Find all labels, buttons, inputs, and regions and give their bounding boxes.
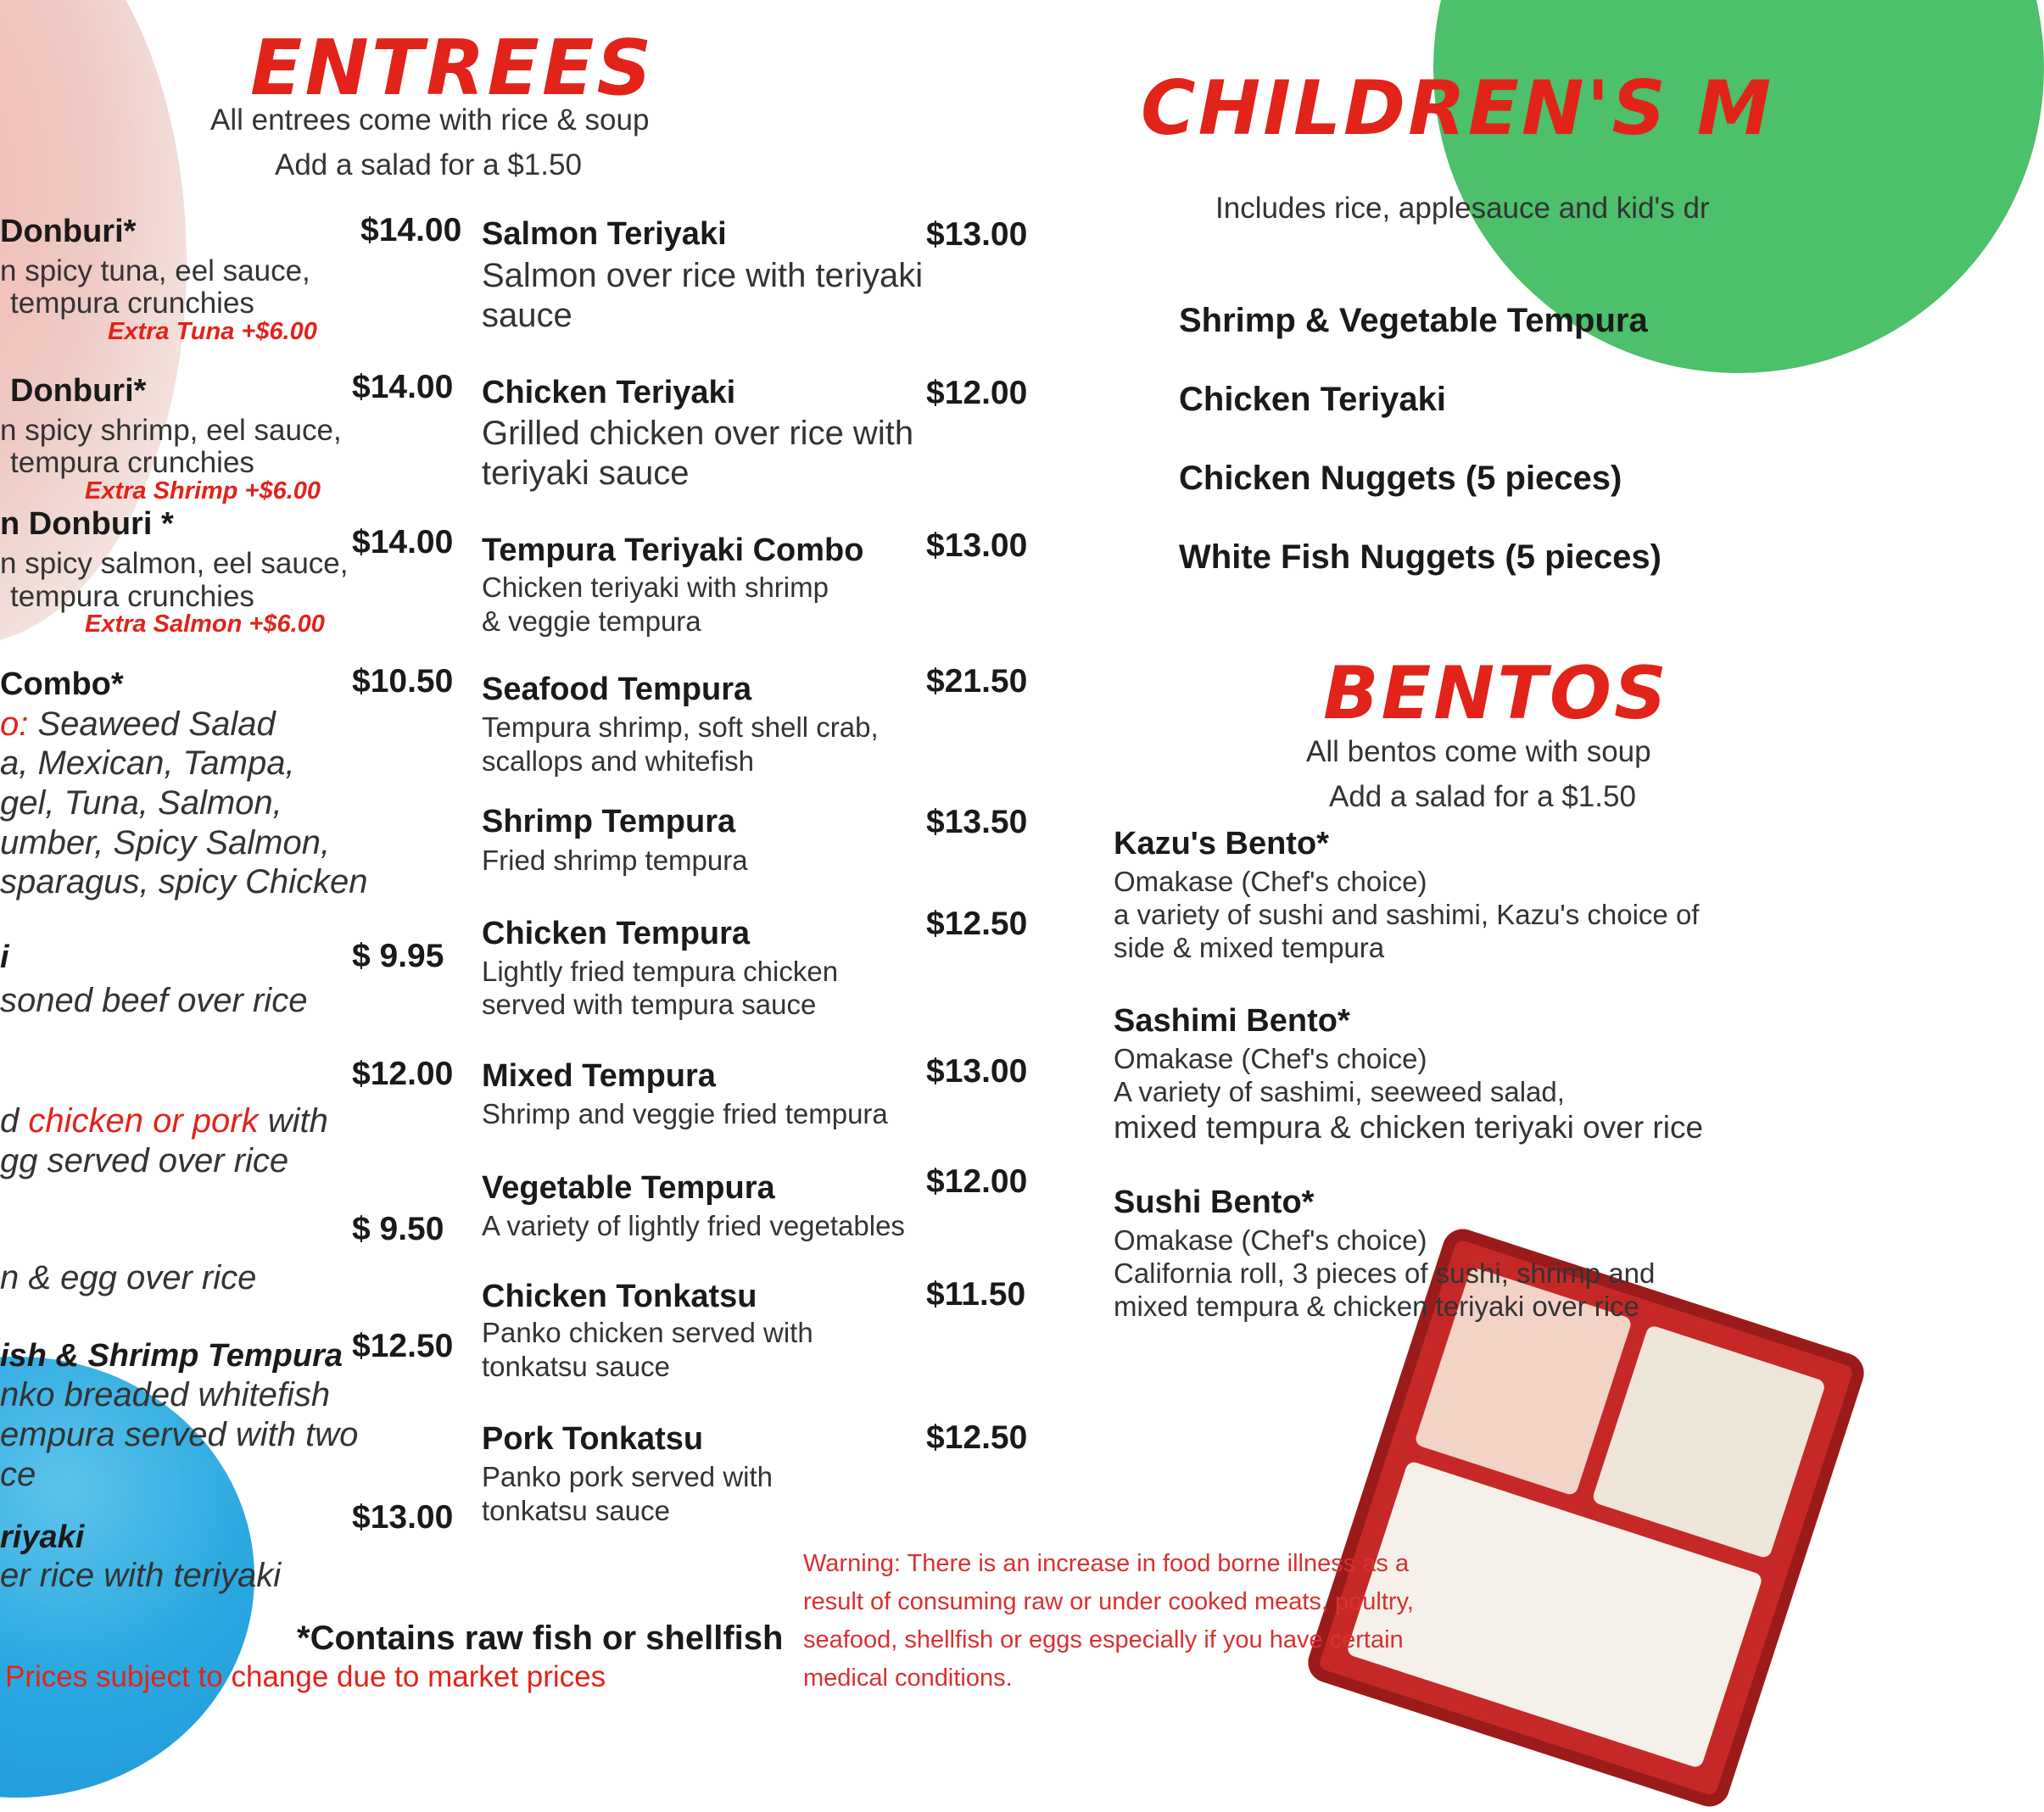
menu-item-price: $12.50 xyxy=(926,906,1028,942)
menu-item-name: Shrimp Tempura xyxy=(482,804,736,839)
menu-item-desc: tonkatsu sauce xyxy=(482,1495,670,1526)
extra-option: Extra Salmon +$6.00 xyxy=(85,611,325,638)
menu-item-desc: teriyaki sauce xyxy=(482,454,690,492)
menu-item-price: $13.00 xyxy=(352,1499,454,1536)
menu-item-desc: n spicy shrimp, eel sauce, xyxy=(0,414,342,447)
menu-item-desc: tempura crunchies xyxy=(10,446,254,479)
menu-item-desc: Panko pork served with xyxy=(482,1461,773,1492)
menu-item-price: $10.50 xyxy=(352,663,454,700)
bento-desc: California roll, 3 pieces of sushi, shrimp and xyxy=(1114,1257,1656,1289)
entrees-title: ENTREES xyxy=(250,24,655,113)
extra-option: Extra Tuna +$6.00 xyxy=(108,318,317,345)
menu-item-desc: gg served over rice xyxy=(0,1142,289,1179)
combo-option-line: umber, Spicy Salmon, xyxy=(0,824,331,861)
combo-option-line: gel, Tuna, Salmon, xyxy=(0,784,282,822)
menu-item-desc: Grilled chicken over rice with xyxy=(482,415,914,452)
bento-desc: side & mixed tempura xyxy=(1114,932,1385,963)
menu-item-desc: ce xyxy=(0,1456,36,1493)
combo-options-first: o: Seaweed Salad xyxy=(0,705,276,743)
bento-desc: a variety of sushi and sashimi, Kazu's choice of xyxy=(1114,899,1700,930)
menu-item-price: $13.00 xyxy=(926,1053,1028,1090)
menu-item-desc: d chicken or pork with xyxy=(0,1102,328,1140)
extra-option: Extra Shrimp +$6.00 xyxy=(85,477,321,505)
menu-item-price: $ 9.50 xyxy=(352,1211,444,1247)
menu-item-price: $12.50 xyxy=(926,1419,1028,1456)
menu-item-desc: tempura crunchies xyxy=(10,287,254,320)
bento-desc: mixed tempura & chicken teriyaki over rice xyxy=(1114,1110,1704,1145)
raw-fish-note: *Contains raw fish or shellfish xyxy=(297,1620,784,1657)
menu-item-name: Tempura Teriyaki Combo xyxy=(482,532,864,568)
health-warning xyxy=(803,1545,1414,1698)
menu-item-price: $13.50 xyxy=(926,804,1028,840)
menu-item-desc: A variety of lightly fried vegetables xyxy=(482,1210,905,1241)
warning-line: seafood, shellfish or eggs especially if you have certain xyxy=(803,1626,1404,1653)
menu-item-desc: n spicy tuna, eel sauce, xyxy=(0,254,310,287)
menu-item-desc: Lightly fried tempura chicken xyxy=(482,956,839,987)
menu-item-name: i xyxy=(0,939,9,975)
bento-desc: Omakase (Chef's choice) xyxy=(1114,1224,1427,1256)
menu-item-desc: n spicy salmon, eel sauce, xyxy=(0,547,349,580)
menu-item-desc: & veggie tempura xyxy=(482,605,701,637)
bento-name: Kazu's Bento* xyxy=(1114,826,1329,861)
menu-item-price: $14.00 xyxy=(352,524,454,560)
menu-item-name: n Donburi * xyxy=(0,506,174,542)
menu-item-price: $12.00 xyxy=(352,1056,454,1092)
kids-item: Chicken Nuggets (5 pieces) xyxy=(1179,460,1622,497)
menu-item-name: Donburi* xyxy=(10,373,147,409)
menu-item-price: $12.00 xyxy=(926,1163,1028,1200)
menu-item-desc: er rice with teriyaki xyxy=(0,1557,282,1594)
menu-item-desc: nko breaded whitefish xyxy=(0,1376,331,1413)
menu-item-name: Donburi* xyxy=(0,214,137,249)
menu-item-desc: sauce xyxy=(482,297,572,334)
bento-desc: A variety of sashimi, seeweed salad, xyxy=(1114,1076,1565,1107)
bento-desc: mixed tempura & chicken teriyaki over rice xyxy=(1114,1291,1639,1322)
bento-name: Sashimi Bento* xyxy=(1114,1003,1350,1039)
menu-item-name: ish & Shrimp Tempura xyxy=(0,1338,343,1374)
menu-item-price: $21.50 xyxy=(926,663,1028,700)
menu-item-desc: tempura crunchies xyxy=(10,580,254,613)
warning-line: medical conditions. xyxy=(803,1664,1013,1692)
menu-item-desc: empura served with two xyxy=(0,1416,359,1453)
menu-item-price: $13.00 xyxy=(926,216,1028,253)
menu-item-desc: Tempura shrimp, soft shell crab, xyxy=(482,711,879,743)
entrees-note: All entrees come with rice & soup xyxy=(210,103,650,137)
menu-item-desc: served with tempura sauce xyxy=(482,989,817,1020)
bentos-salad-note: Add a salad for a $1.50 xyxy=(1329,780,1636,813)
menu-item-price: $12.00 xyxy=(926,375,1028,411)
menu-item-name: Salmon Teriyaki xyxy=(482,216,727,252)
menu-item-desc: Panko chicken served with xyxy=(482,1317,813,1348)
menu-item-name: Pork Tonkatsu xyxy=(482,1421,704,1457)
entrees-salad-note: Add a salad for a $1.50 xyxy=(275,148,582,181)
menu-item-name: Mixed Tempura xyxy=(482,1058,716,1094)
menu-item-desc: Chicken teriyaki with shrimp xyxy=(482,571,829,603)
menu-item-desc: Fried shrimp tempura xyxy=(482,845,748,876)
menu-item-desc: tonkatsu sauce xyxy=(482,1351,670,1382)
prices-note: Prices subject to change due to market prices xyxy=(5,1660,606,1693)
menu-item-name: Chicken Teriyaki xyxy=(482,375,736,410)
menu-item-desc: scallops and whitefish xyxy=(482,745,755,777)
menu-item-price: $14.00 xyxy=(352,369,454,405)
menu-item-price: $11.50 xyxy=(926,1276,1026,1313)
menu-item-price: $12.50 xyxy=(352,1328,454,1364)
bentos-note: All bentos come with soup xyxy=(1306,735,1651,768)
menu-item-name: Combo* xyxy=(0,666,124,702)
kids-item: Chicken Teriyaki xyxy=(1179,381,1446,418)
menu-item-desc: n & egg over rice xyxy=(0,1259,257,1296)
menu-item-desc: soned beef over rice xyxy=(0,982,308,1019)
bento-name: Sushi Bento* xyxy=(1114,1185,1315,1220)
menu-item-desc: Salmon over rice with teriyaki xyxy=(482,257,924,294)
menu-item-name: riyaki xyxy=(0,1519,85,1555)
menu-item-name: Chicken Tempura xyxy=(482,916,751,951)
warning-line: result of consuming raw or under cooked meats, poultry, xyxy=(803,1588,1414,1615)
menu-item-name: Seafood Tempura xyxy=(482,672,752,707)
childrens-note: Includes rice, applesauce and kid's dr xyxy=(1215,192,1710,225)
menu-item-name: Vegetable Tempura xyxy=(482,1170,775,1206)
kids-item: White Fish Nuggets (5 pieces) xyxy=(1179,538,1661,576)
bento-desc: Omakase (Chef's choice) xyxy=(1114,1043,1427,1074)
menu-item-price: $ 9.95 xyxy=(352,938,444,974)
combo-option-line: sparagus, spicy Chicken xyxy=(0,863,368,900)
warning-line: Warning: There is an increase in food borne illness as a xyxy=(803,1550,1410,1577)
kids-item: Shrimp & Vegetable Tempura xyxy=(1179,302,1648,339)
menu-item-price: $14.00 xyxy=(360,212,462,248)
bento-desc: Omakase (Chef's choice) xyxy=(1114,866,1427,897)
childrens-menu-title: CHILDREN'S M xyxy=(1141,64,1774,152)
combo-option-line: a, Mexican, Tampa, xyxy=(0,744,295,782)
menu-item-desc: Shrimp and veggie fried tempura xyxy=(482,1098,888,1129)
bentos-title: BENTOS xyxy=(1323,651,1669,736)
menu-item-name: Chicken Tonkatsu xyxy=(482,1279,757,1314)
menu-item-price: $13.00 xyxy=(926,527,1028,564)
